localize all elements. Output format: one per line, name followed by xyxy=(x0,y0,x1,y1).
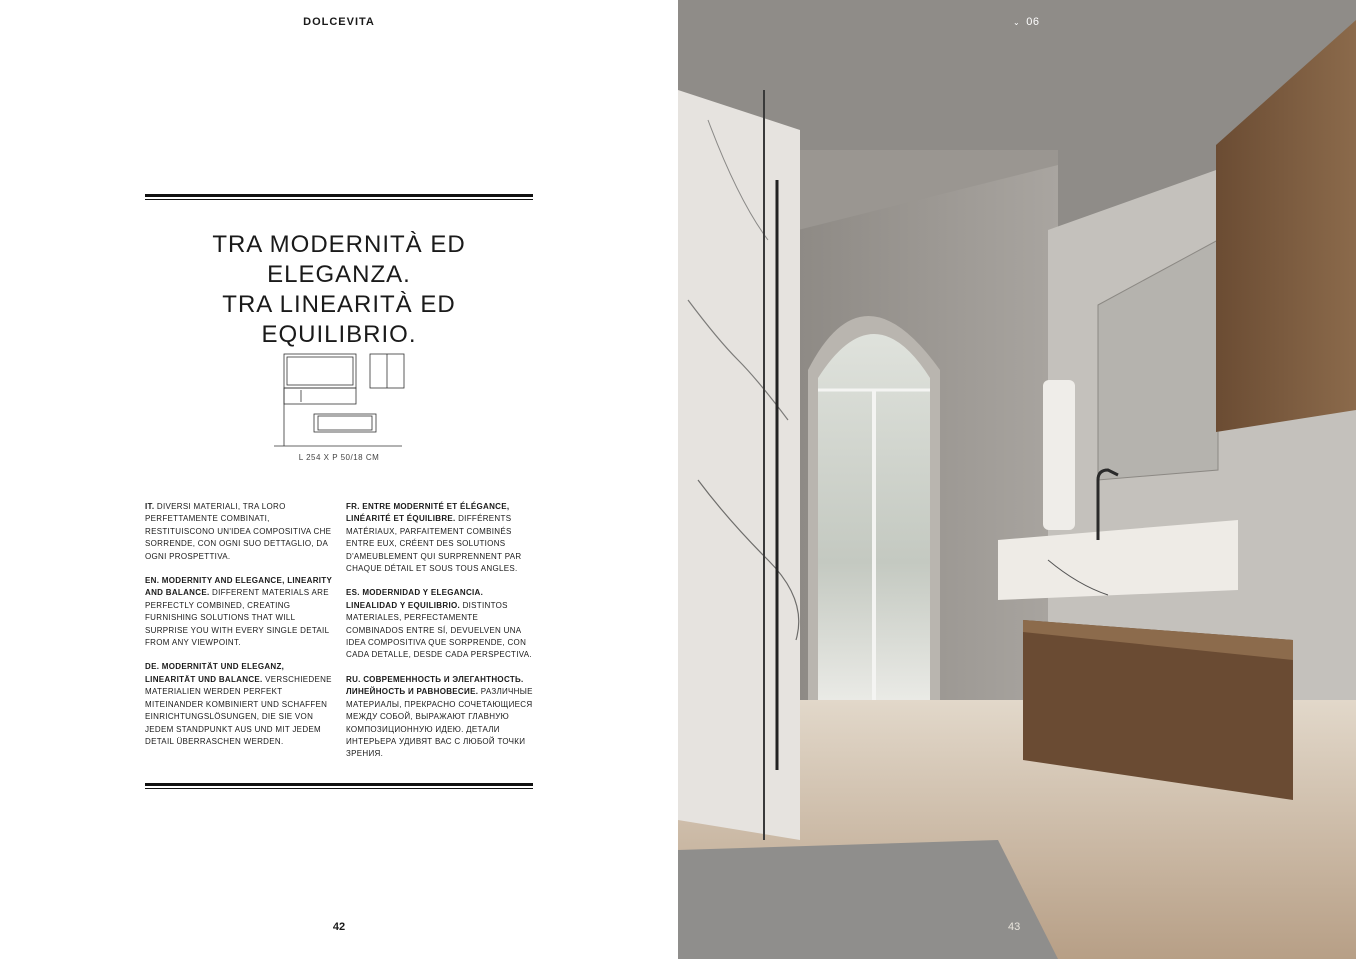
page-number: 43 xyxy=(1008,921,1021,933)
title-line: EQUILIBRIO. xyxy=(261,321,417,348)
paragraph-body: DIFFERENT MATERIALS ARE PERFECTLY COMBINED, CREATING FURNISHING SOLUTIONS THAT WILL SURPRISE YOU WITH EVERY SINGLE DETAIL FROM ANY VIEWPOINT. xyxy=(145,588,330,648)
paragraph-lead: ES. MODERNIDAD Y ELEGANCIA. LINEALIDAD Y EQUILIBRIO. xyxy=(346,588,484,610)
title-line: TRA MODERNITÀ ED ELEGANZA. xyxy=(212,231,466,288)
language-paragraph xyxy=(346,587,536,661)
paragraph-lead: EN. MODERNITY AND ELEGANCE, LINEARITY AND BALANCE. xyxy=(145,576,332,598)
right-page xyxy=(678,0,1356,959)
chevron-down-icon: ⌄ xyxy=(1013,18,1021,27)
language-paragraph xyxy=(145,661,335,748)
dimensions-caption: L 254 X P 50/18 CM xyxy=(298,453,380,462)
bottom-rule xyxy=(145,783,533,789)
paragraph-body: DISTINTOS MATERIALES, PERFECTAMENTE COMBINADOS ENTRE SÍ, DEVUELVEN UNA IDEA COMPOSITIVA QUE SORPRENDE, CON CADA DETALLE, DESDE CADA PERSPECTIVA. xyxy=(346,600,532,660)
chapter-marker xyxy=(1013,16,1039,28)
language-paragraph xyxy=(145,575,335,649)
running-head: DOLCEVITA xyxy=(303,16,375,28)
language-paragraph xyxy=(346,501,536,575)
paragraph-lead: DE. MODERNITÄT UND ELEGANZ, LINEARITÄT UND BALANCE. xyxy=(145,662,285,684)
chapter-number: 06 xyxy=(1026,16,1040,28)
page-number: 42 xyxy=(332,921,346,933)
paragraph-lead: FR. ENTRE MODERNITÉ ET ÉLÉGANCE, LINÉARITÉ ET ÉQUILIBRE. xyxy=(346,502,510,524)
furniture-line-drawing xyxy=(270,350,410,448)
paragraph-lead: RU. СОВРЕМЕННОСТЬ И ЭЛЕГАНТНОСТЬ. ЛИНЕЙНОСТЬ И РАВНОВЕСИЕ. xyxy=(346,674,524,697)
text-column-left xyxy=(145,501,335,760)
title-line: TRA LINEARITÀ ED xyxy=(222,291,456,318)
language-paragraph xyxy=(346,674,536,761)
paragraph-body: DIFFÉRENTS MATÉRIAUX, PARFAITEMENT COMBINÉS ENTRE EUX, CRÉENT DES SOLUTIONS D'AMEUBLEMENT QUI SURPRENNENT PAR CHAQUE DÉTAIL ET SOUS TOUS ANGLES. xyxy=(346,514,522,574)
paragraph-body: VERSCHIEDENE MATERIALIEN WERDEN PERFEKT MITEINANDER KOMBINIERT UND SCHAFFEN EINRICHTUNGSLÖSUNGEN, DIE SIE VON JEDEM STANDPUNKT AUS UND MIT JEDEM DETAIL ÜBERRASCHEN WERDEN. xyxy=(145,674,332,746)
paragraph-body: DIVERSI MATERIALI, TRA LORO PERFETTAMENTE COMBINATI, RESTITUISCONO UN'IDEA COMPOSITIVA CHE SORRENDE, CON OGNI SUO DETTAGLIO, DA OGNI PROSPETTIVA. xyxy=(145,502,332,561)
paragraph-body: РАЗЛИЧНЫЕ МАТЕРИАЛЫ, ПРЕКРАСНО СОЧЕТАЮЩИЕСЯ МЕЖДУ СОБОЙ, ВЫРАЖАЮТ ГЛАВНУЮ КОМПОЗИЦИОННУЮ ИДЕЮ. ДЕТАЛИ ИНТЕРЬЕРА УДИВЯТ ВАС С ЛЮБОЙ ТОЧКИ ЗРЕНИЯ. xyxy=(346,687,533,759)
paragraph-lead: IT. xyxy=(145,502,155,511)
text-column-right xyxy=(346,501,536,773)
language-paragraph xyxy=(145,501,335,563)
page-title xyxy=(145,230,533,350)
bathroom-photo xyxy=(678,0,1356,959)
top-rule xyxy=(145,194,533,200)
